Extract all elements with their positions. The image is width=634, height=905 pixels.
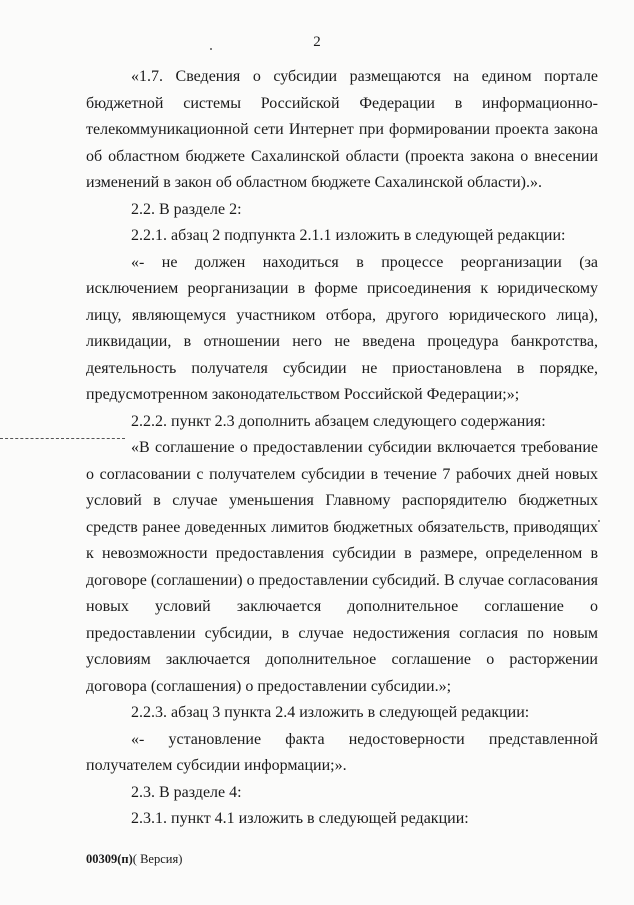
paragraph-2-2-3: 2.2.3. абзац 3 пункта 2.4 изложить в следующей редакции: [131,704,530,721]
paragraph-quote-agreement: «В соглашение о предоставлении субсидии включается требование о согласовании с получателем субсидии в течение 7 рабочих дней новых условий в случае уменьшения Главному распорядителю бюджетных средств ранее доведенных лимитов бюджетных обязательств, приводящих к невозможности предоставления субсидии в размере, определенном в договоре (соглашении) о предоставлении субсидий. В случае согласования новых условий заключается дополнительное соглашение о предоставлении субсидии, в случае недостижения согласия по новым условиям заключается дополнительное соглашение о расторжении договора (соглашения) о предоставлении субсидии.»; [86,439,598,695]
footer [86,852,182,867]
paragraph-quote-unreliability: «- установление факта недостоверности представленной получателем субсидии информации;». [86,730,598,774]
paragraph-2-2-1: 2.2.1. абзац 2 подпункта 2.1.1 изложить в следующей редакции: [131,227,566,244]
paragraph-2-3: 2.3. В разделе 4: [131,783,242,801]
scan-speck [598,520,600,522]
page-number: 2 [313,34,321,50]
scan-speck [210,48,212,50]
paragraph-2-3-1: 2.3.1. пункт 4.1 изложить в следующей редакции: [131,810,469,827]
paragraph-quote-reorganization: «- не должен находиться в процессе реорганизации (за исключением реорганизации в форме присоединения к юридическому лицу, являющемуся участником отбора, другого юридического лица), ликвидации, в отношении него не введена процедура банкротства, деятельность получателя субсидии не приостановлена в порядке, предусмотренном законодательством Российской Федерации;»; [86,253,598,403]
footer-label: ( Версия) [132,852,183,866]
paragraph-1-7: «1.7. Сведения о субсидии размещаются на едином портале бюджетной системы Российской Федерации в информационно-телекоммуникационной сети Интернет при формировании проекта закона об областном бюджете Сахалинской области (проекта закона о внесении изменений в закон об областном бюджете Сахалинской области).». [86,68,598,191]
paragraph-2-2: 2.2. В разделе 2: [131,200,242,218]
document-body [86,64,598,833]
paragraph-2-2-2: 2.2.2. пункт 2.3 дополнить абзацем следующего содержания: [131,412,546,430]
footer-code: 00309(п) [86,852,133,866]
